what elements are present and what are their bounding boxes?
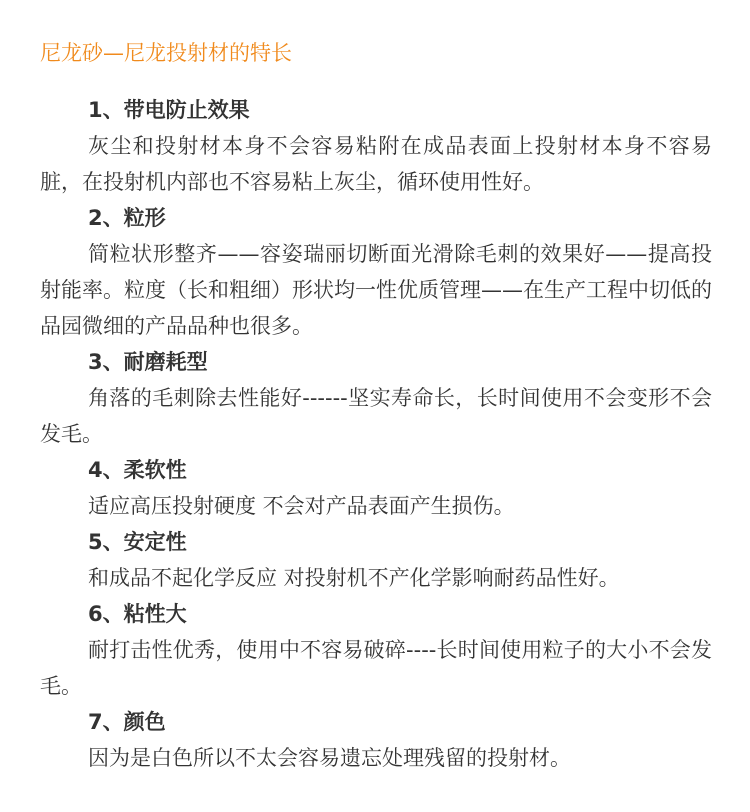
feature-heading: 7、颜色	[88, 710, 166, 734]
feature-description: 和成品不起化学反应 对投射机不产化学影响耐药品性好。	[88, 566, 620, 590]
feature-description: 简粒状形整齐——容姿瑞丽切断面光滑除毛刺的效果好——提高投射能率。粒度（长和粗细）形状均一性优质管理——在生产工程中切低的品园微细的产品品种也很多。	[40, 242, 712, 338]
feature-section-3	[40, 344, 712, 452]
feature-section-1	[40, 92, 712, 200]
feature-heading: 5、安定性	[88, 530, 187, 554]
feature-section-7	[40, 704, 712, 776]
feature-heading: 4、柔软性	[88, 458, 187, 482]
feature-description: 灰尘和投射材本身不会容易粘附在成品表面上投射材本身不容易脏，在投射机内部也不容易粘上灰尘，循环使用性好。	[40, 134, 712, 194]
feature-heading: 2、粒形	[88, 206, 166, 230]
feature-section-5	[40, 524, 712, 596]
feature-description: 耐打击性优秀，使用中不容易破碎----长时间使用粒子的大小不会发毛。	[40, 638, 712, 698]
feature-description: 角落的毛刺除去性能好------坚实寿命长，长时间使用不会变形不会发毛。	[40, 386, 712, 446]
feature-section-6	[40, 596, 712, 704]
article-title: 尼龙砂—尼龙投射材的特长	[40, 41, 292, 65]
feature-heading: 1、带电防止效果	[88, 98, 250, 122]
feature-description: 适应高压投射硬度 不会对产品表面产生损伤。	[88, 494, 515, 518]
feature-description: 因为是白色所以不太会容易遗忘处理残留的投射材。	[88, 746, 571, 770]
feature-heading: 3、耐磨耗型	[88, 350, 208, 374]
feature-heading: 6、粘性大	[88, 602, 187, 626]
feature-section-4	[40, 452, 712, 524]
feature-section-2	[40, 200, 712, 344]
